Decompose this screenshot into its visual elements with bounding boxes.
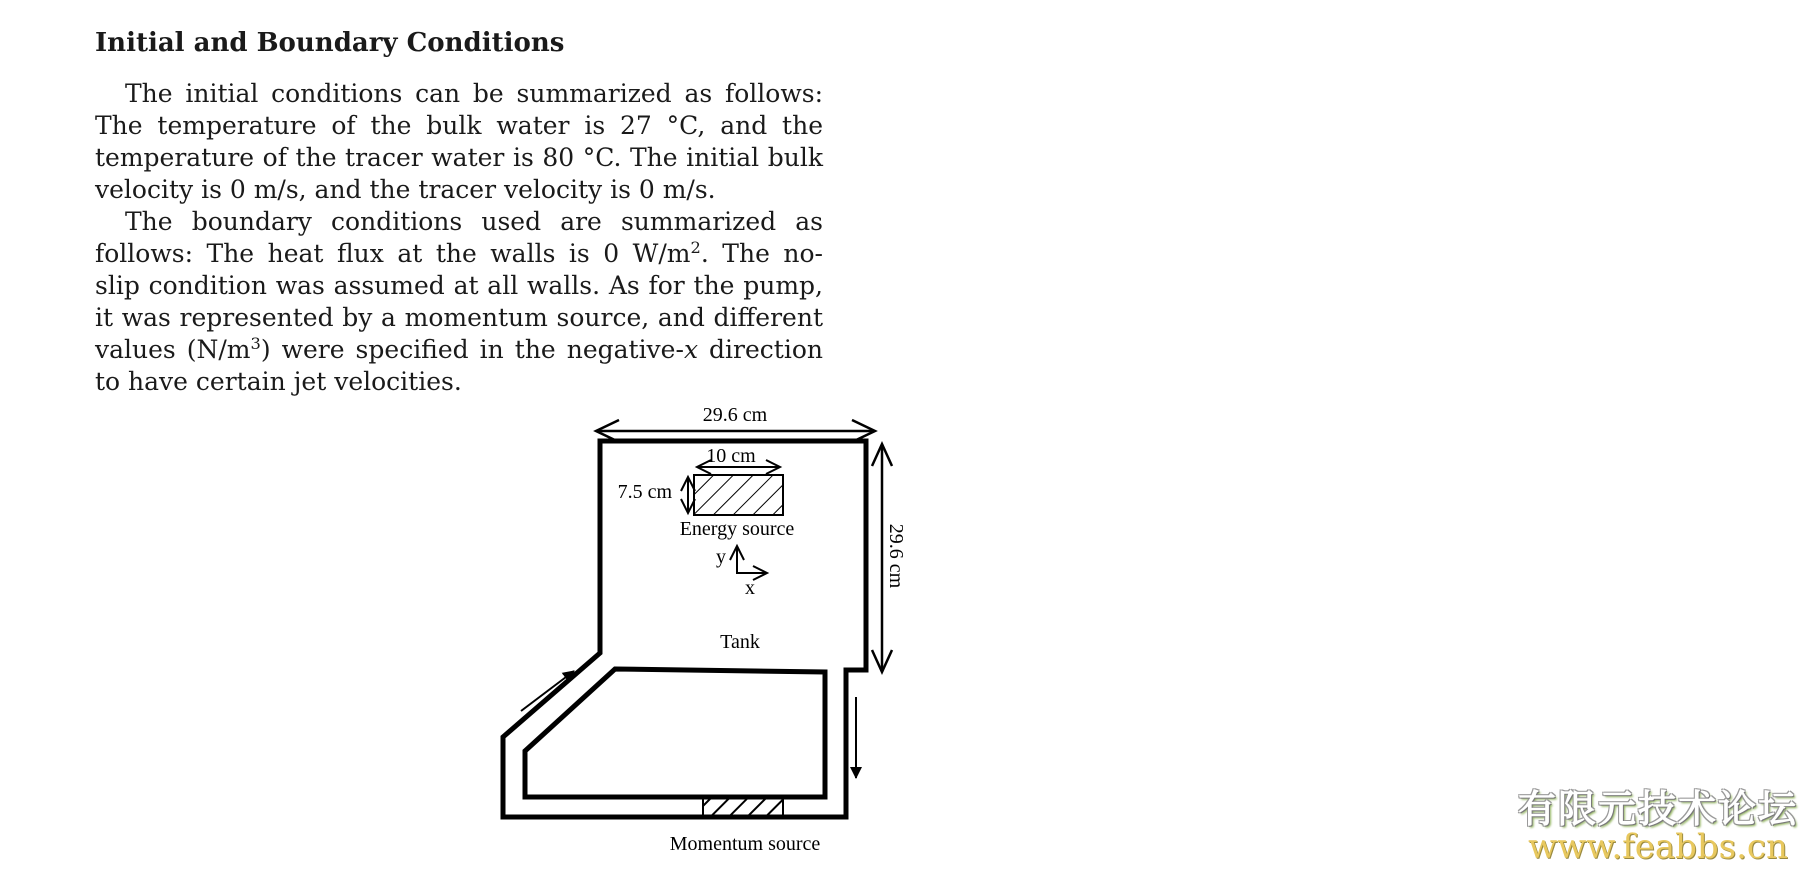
watermark-url: www.feabbs.cn	[1528, 827, 1788, 867]
energy-source-label: Energy source	[679, 518, 795, 540]
units-text-end: direction	[698, 335, 823, 364]
outer-wall	[503, 441, 866, 817]
exponent-3: 3	[250, 334, 261, 354]
section-heading: Initial and Boundary Conditions	[95, 28, 565, 58]
units-text: values (N/m	[95, 335, 251, 364]
axis-x-label: x	[745, 577, 755, 599]
momentum-source-label: Momentum source	[669, 833, 821, 855]
watermark	[1517, 786, 1798, 867]
heat-flux-text-end: . The no-	[700, 239, 823, 268]
inner-wall	[525, 669, 825, 797]
coordinate-axes	[737, 546, 767, 573]
source-width-label: 10 cm	[706, 445, 756, 467]
paragraph-1-line-4: velocity is 0 m/s, and the tracer velocity is 0 m/s.	[95, 175, 716, 204]
paragraph-2-line-4: it was represented by a momentum source, and different	[95, 303, 823, 332]
x-variable: x	[683, 335, 699, 364]
heat-flux-text: follows: The heat flux at the walls is 0 W/m	[95, 239, 691, 268]
paragraph-2-line-6: to have certain jet velocities.	[95, 367, 462, 396]
axis-y-label: y	[716, 546, 726, 568]
paragraph-1-line-1: The initial conditions can be summarized as follows:	[125, 79, 823, 108]
watermark-chinese: 有限元技术论坛	[1517, 786, 1798, 831]
units-text-mid: ) were specified in the negative-	[260, 335, 684, 364]
flow-arrow-left	[521, 671, 574, 711]
width-label: 29.6 cm	[702, 404, 768, 426]
paragraph-2-line-1: The boundary conditions used are summarized as	[125, 207, 823, 236]
energy-source-hatch	[694, 475, 783, 515]
height-label: 29.6 cm	[885, 523, 907, 589]
momentum-source-hatch	[703, 797, 783, 817]
tank-label: Tank	[720, 631, 760, 653]
source-height-label: 7.5 cm	[617, 481, 672, 503]
paragraph-2-line-3: slip condition was assumed at all walls. As for the pump,	[95, 271, 823, 300]
exponent-2: 2	[690, 238, 701, 258]
paragraph-1-line-2: The temperature of the bulk water is 27 °C, and the	[95, 111, 823, 140]
paragraph-1-line-3: temperature of the tracer water is 80 °C. The initial bulk	[95, 143, 823, 172]
